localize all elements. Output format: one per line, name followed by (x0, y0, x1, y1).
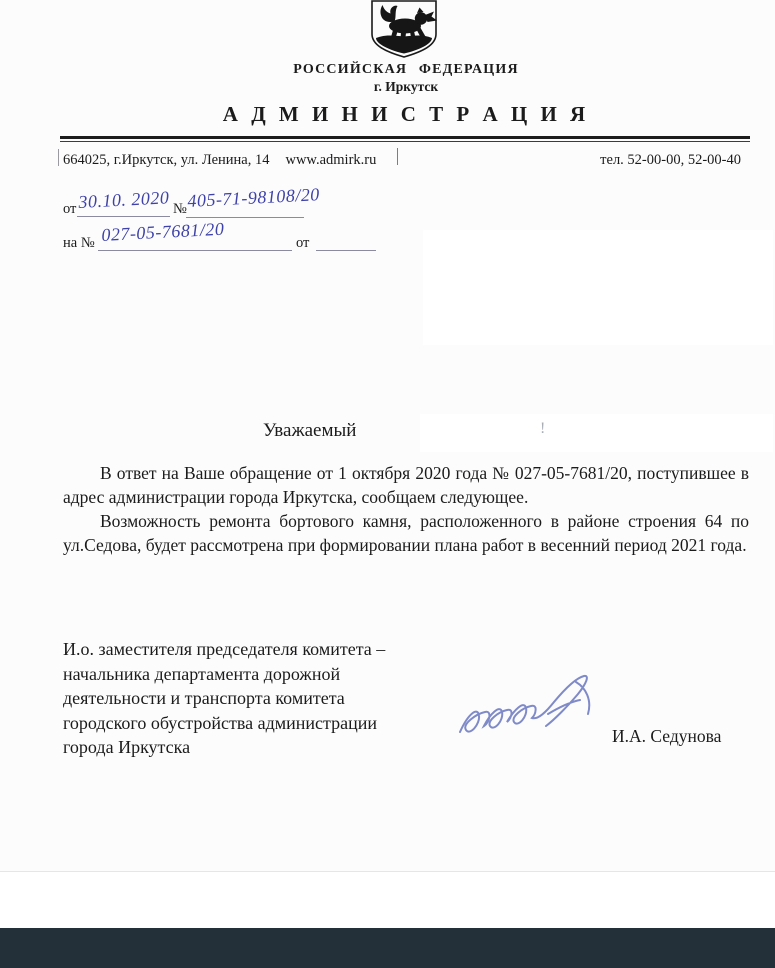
ref-number-label: № (173, 201, 187, 217)
irkutsk-coat-of-arms-icon (366, 0, 442, 58)
ref-reply-label: на № (63, 235, 95, 251)
ref-reply-date-label: от (296, 235, 310, 251)
letterhead-organization: А Д М И Н И С Т Р А Ц И Я (222, 102, 590, 126)
letterhead-rule-thin (60, 141, 750, 142)
signer-position-line: деятельности и транспорта комитета (63, 688, 345, 708)
handwritten-signature-icon (452, 670, 617, 755)
salutation-greeting: Уважаемый (263, 420, 357, 441)
signer-name: И.А. Седунова (612, 726, 722, 746)
letterhead-website: www.admirk.ru (285, 152, 377, 168)
ref-reply-date-line (316, 233, 376, 251)
letterhead-country: РОССИЙСКАЯ ФЕДЕРАЦИЯ (293, 62, 519, 77)
letterhead-city: г. Иркутск (373, 79, 439, 94)
viewer-bottom-bar (0, 928, 775, 968)
letterhead-phone: тел. 52-00-00, 52-00-40 (600, 152, 741, 168)
signer-position-line: И.о. заместителя председателя комитета – (63, 639, 386, 659)
signer-position-line: городского обустройства администрации (63, 712, 378, 733)
signer-position-line: города Иркутска (63, 737, 191, 757)
signer-position-block (63, 637, 385, 760)
body-paragraph: В ответ на Ваше обращение от 1 октября 2020 года № 027-05-7681/20, поступившее в адрес администрации города Иркутска, сообщаем следующее. (63, 463, 749, 507)
salutation-name-redaction-box (420, 414, 773, 452)
ref-from-date-handwritten: 30.10. 2020 (77, 187, 170, 213)
recipient-redaction-box (423, 230, 773, 345)
letter-body (63, 461, 749, 557)
letterhead-address-row (63, 152, 376, 169)
address-left-tick (58, 149, 59, 166)
letterhead-rule-thick (60, 136, 750, 139)
salutation-trailing-mark: ! (540, 420, 546, 437)
signer-position-line: начальника департамента дорожной (63, 663, 341, 684)
ref-number-handwritten: 405-71-98108/20 (186, 184, 321, 212)
ref-from-label: от (63, 201, 77, 217)
ref-reply-number-handwritten: 027-05-7681/20 (100, 218, 225, 246)
address-divider (397, 148, 398, 165)
page-bottom-edge (0, 871, 775, 872)
body-paragraph: Возможность ремонта бортового камня, расположенного в районе строения 64 по ул.Седова, будет рассмотрена при формировании плана работ в весенний период 2021 года. (63, 511, 749, 555)
letterhead-address: 664025, г.Иркутск, ул. Ленина, 14 (63, 152, 270, 168)
